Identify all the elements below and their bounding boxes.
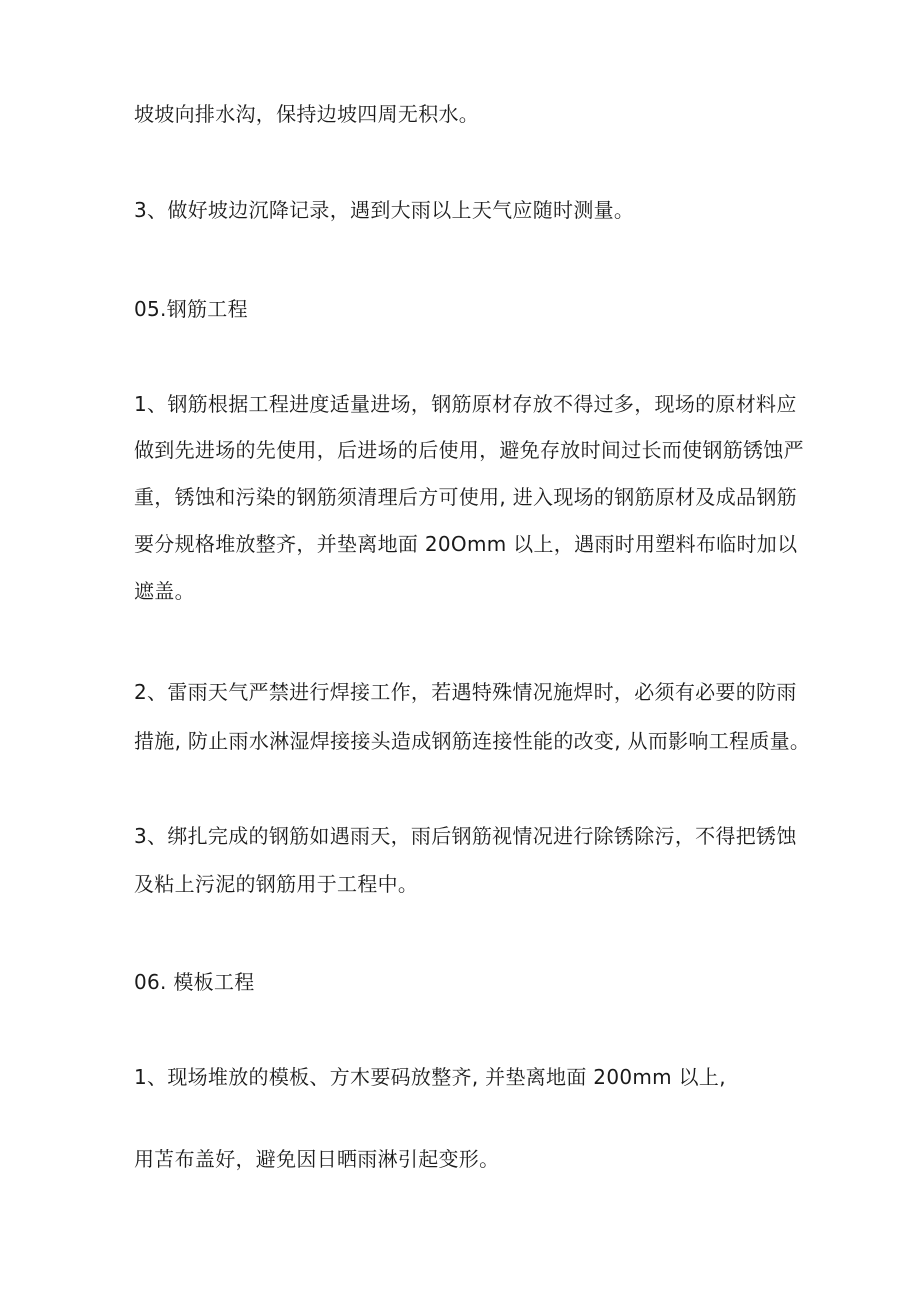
paragraph-rebar-storage-line-3: 重，锈蚀和污染的钢筋须清理后方可使用, 进入现场的钢筋原材及成品钢筋 [134,485,797,509]
paragraph-rebar-storage-line-5: 遮盖。 [134,579,195,603]
section-heading-rebar: 05.钢筋工程 [134,297,248,321]
paragraph-formwork-storage: 1、现场堆放的模板、方木要码放整齐, 并垫离地面 200mm 以上, [134,1065,726,1089]
paragraph-rebar-storage-line-2: 做到先进场的先使用，后进场的后使用，避免存放时间过长而使钢筋锈蚀严 [134,438,804,462]
paragraph-rebar-storage-line-4: 要分规格堆放整齐，并垫离地面 20Omm 以上，遇雨时用塑料布临时加以 [134,532,798,556]
paragraph-rust-removal-line-2: 及粘上污泥的钢筋用于工程中。 [134,872,419,896]
paragraph-formwork-cover: 用苫布盖好，避免因日晒雨淋引起变形。 [134,1147,500,1171]
paragraph-welding-line-1: 2、雷雨天气严禁进行焊接工作，若遇特殊情况施焊时，必须有必要的防雨 [134,680,797,704]
paragraph-welding-line-2: 措施, 防止雨水淋湿焊接接头造成钢筋连接性能的改变, 从而影响工程质量。 [134,729,811,753]
section-heading-formwork: 06. 模板工程 [134,970,255,994]
paragraph-slope-drainage: 坡坡向排水沟，保持边坡四周无积水。 [134,102,480,126]
paragraph-settlement-record: 3、做好坡边沉降记录，遇到大雨以上天气应随时测量。 [134,198,635,222]
paragraph-rust-removal-line-1: 3、绑扎完成的钢筋如遇雨天，雨后钢筋视情况进行除锈除污，不得把锈蚀 [134,824,797,848]
paragraph-rebar-storage-line-1: 1、钢筋根据工程进度适量进场，钢筋原材存放不得过多，现场的原材料应 [134,392,797,416]
